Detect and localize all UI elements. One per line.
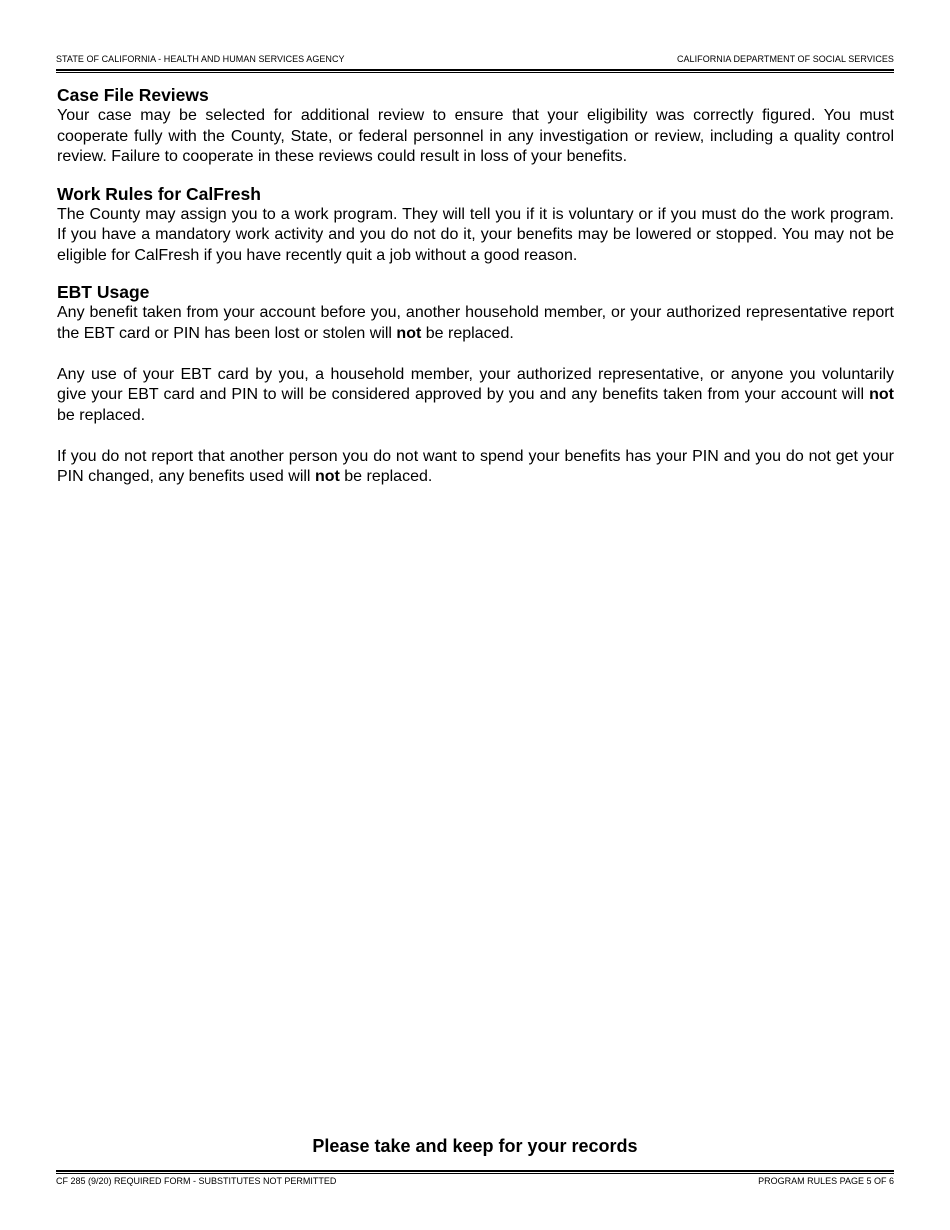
ebt-paragraph-lost-stolen [57, 303, 894, 344]
ebt-paragraph-card-use [57, 365, 894, 427]
footer-divider [56, 1170, 894, 1174]
header-divider [56, 69, 894, 73]
section-work-rules [57, 183, 894, 267]
emphasis-not: not [396, 324, 422, 342]
document-body [57, 84, 894, 503]
header-department: CALIFORNIA DEPARTMENT OF SOCIAL SERVICES [676, 54, 894, 64]
ebt-paragraph-pin [57, 447, 894, 488]
records-note: Please take and keep for your records [312, 1136, 638, 1156]
section-ebt-usage [57, 281, 894, 488]
footer-form-id: CF 285 (9/20) REQUIRED FORM - SUBSTITUTES NOT PERMITTED [56, 1176, 337, 1186]
section-case-file-reviews [57, 84, 894, 168]
page-footer [56, 1176, 894, 1186]
paragraph-text: be replaced. [57, 406, 146, 424]
paragraph-text: Any use of your EBT card by you, a household member, your authorized representative, or anyone you voluntarily give your EBT card and PIN to will be considered approved by you and any benefits taken from your account will [57, 365, 894, 403]
header-agency: STATE OF CALIFORNIA - HEALTH AND HUMAN SERVICES AGENCY [56, 54, 345, 64]
emphasis-not: not [869, 386, 894, 403]
section-paragraph: Your case may be selected for additional review to ensure that your eligibility was correctly figured. You must cooperate fully with the County, State, or federal personnel in any investigation or review, including a quality control review. Failure to cooperate in these reviews could result in loss of your benefits. [57, 107, 894, 165]
footer-page-number: PROGRAM RULES PAGE 5 OF 6 [758, 1176, 894, 1186]
paragraph-text: be replaced. [339, 468, 433, 485]
page-header [56, 54, 894, 64]
paragraph-text: Any benefit taken from your account before you, another household member, or your authorized representative report the EBT card or PIN has been lost or stolen will [57, 304, 894, 342]
paragraph-text: be replaced. [421, 324, 514, 342]
emphasis-not: not [314, 468, 340, 485]
section-paragraph: The County may assign you to a work program. They will tell you if it is voluntary or if you must do the work program. If you have a mandatory work activity and you do not do it, your benefits may be lowered or stopped. You may not be eligible for CalFresh if you have recently quit a job without a good reason. [57, 205, 894, 264]
section-heading: Work Rules for CalFresh [57, 183, 261, 204]
section-heading: EBT Usage [57, 282, 150, 302]
section-heading: Case File Reviews [57, 85, 209, 105]
paragraph-text: If you do not report that another person you do not want to spend your benefits has your PIN and you do not get your PIN changed, any benefits used will [57, 447, 894, 485]
